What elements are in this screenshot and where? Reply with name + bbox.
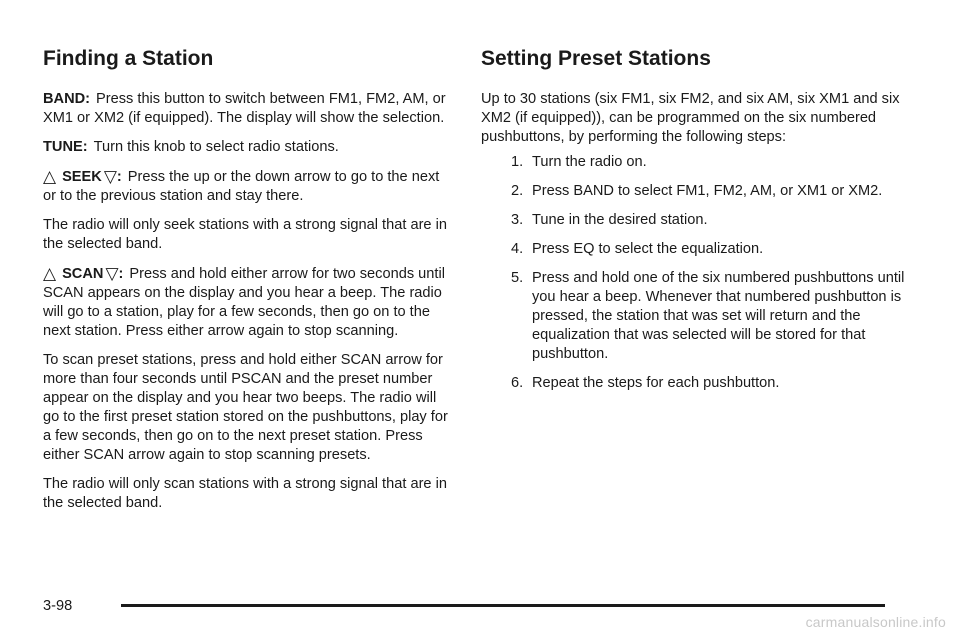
seek-colon: : <box>116 169 122 185</box>
tune-text: Turn this knob to select radio stations. <box>93 139 339 155</box>
seek-paragraph <box>43 167 453 206</box>
list-item <box>511 211 911 230</box>
scan-text: Press and hold either arrow for two seconds until SCAN appears on the display and you hear a beep. The radio will go to a station, play for a few seconds, then go on to the next station. Press either arrow again to stop scanning. <box>43 266 445 339</box>
finding-station-heading: Finding a Station <box>43 47 214 70</box>
seek-text: Press the up or the down arrow to go to the next or to the previous station and stay there. <box>43 169 440 204</box>
step-text: Press EQ to select the equalization. <box>532 241 764 257</box>
list-item <box>511 374 911 393</box>
watermark: carmanualsonline.info <box>805 614 946 630</box>
list-item <box>511 153 911 172</box>
preset-scan-paragraph: To scan preset stations, press and hold either SCAN arrow for more than four seconds until PSCAN and the preset number appear on the display and you hear two beeps. The radio will go to the first preset station stored on the pushbuttons, play for a few seconds, then go on to the next preset station. Press either SCAN arrow again to stop scanning presets. <box>43 352 448 463</box>
band-term: BAND: <box>43 91 91 107</box>
step-number: 4. <box>511 241 524 257</box>
step-text: Press BAND to select FM1, FM2, AM, or XM1 or XM2. <box>532 183 883 199</box>
tune-term: TUNE: <box>43 139 88 155</box>
setting-presets-heading: Setting Preset Stations <box>481 47 711 70</box>
step-number: 3. <box>511 212 524 228</box>
footer-rule <box>121 604 885 607</box>
presets-intro: Up to 30 stations (six FM1, six FM2, and six AM, six XM1 and six XM2 (if equipped)), can be programmed on the six numbered pushbuttons, by performing the following steps: <box>481 91 900 145</box>
down-triangle-icon: ▽ <box>103 167 117 186</box>
tune-paragraph <box>43 138 453 157</box>
step-text: Tune in the desired station. <box>532 212 708 228</box>
step-text: Press and hold one of the six numbered pushbuttons until you hear a beep. Whenever that numbered pushbutton is pressed, the station that was set will return and the equalization that was selected will be stored for that pushbutton. <box>532 270 905 362</box>
page-footer <box>43 592 885 616</box>
step-number: 5. <box>511 270 524 286</box>
seek-label: SEEK <box>62 169 102 185</box>
preset-steps-list <box>481 153 911 393</box>
step-text: Turn the radio on. <box>532 154 647 170</box>
scan-colon: : <box>118 266 124 282</box>
seek-note: The radio will only seek stations with a strong signal that are in the selected band. <box>43 217 447 252</box>
up-triangle-icon: △ <box>43 167 57 186</box>
down-triangle-icon: ▽ <box>105 264 119 283</box>
list-item <box>511 240 911 259</box>
list-item <box>511 269 911 364</box>
band-paragraph <box>43 90 453 128</box>
list-item <box>511 182 911 201</box>
up-triangle-icon: △ <box>43 264 57 283</box>
scan-note: The radio will only scan stations with a strong signal that are in the selected band. <box>43 476 447 511</box>
step-number: 1. <box>511 154 524 170</box>
scan-paragraph <box>43 264 453 341</box>
page-number: 3-98 <box>43 598 73 614</box>
scan-label: SCAN <box>62 266 104 282</box>
band-text: Press this button to switch between FM1, FM2, AM, or XM1 or XM2 (if equipped). The display will show the selection. <box>43 91 446 126</box>
step-number: 6. <box>511 375 524 391</box>
right-column <box>481 40 911 403</box>
step-text: Repeat the steps for each pushbutton. <box>532 375 780 391</box>
left-column <box>43 40 453 523</box>
step-number: 2. <box>511 183 524 199</box>
